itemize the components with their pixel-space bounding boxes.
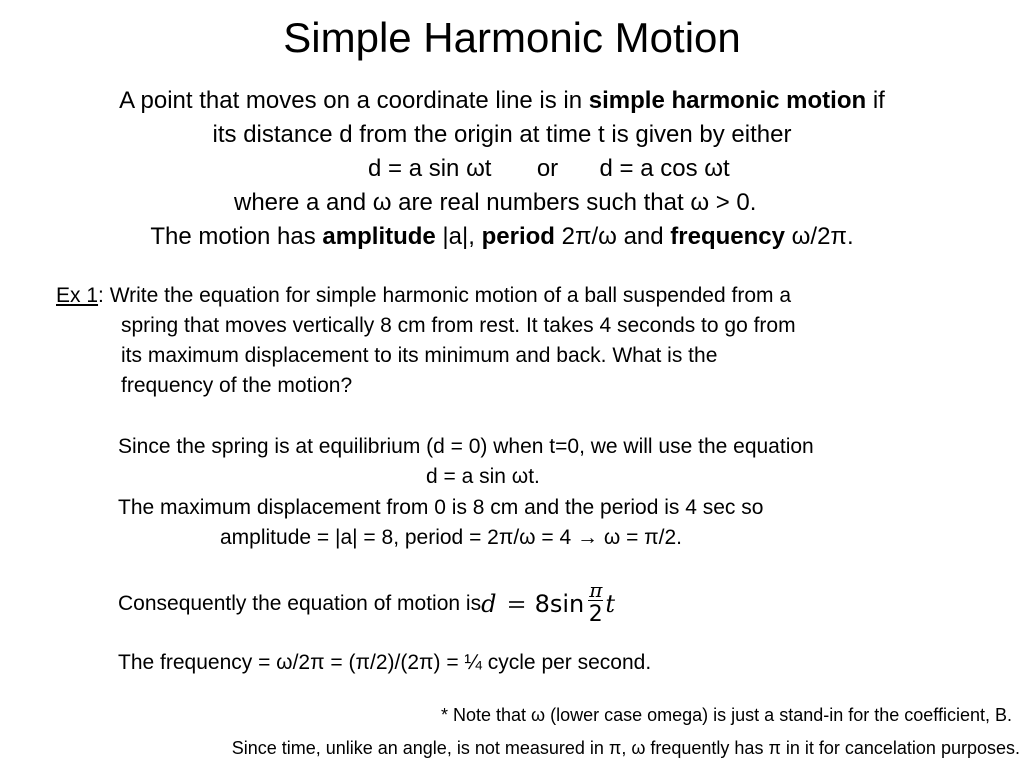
eq-t: t xyxy=(605,590,616,618)
definition-line-1 xyxy=(0,84,1004,118)
eq-numerator: π xyxy=(589,577,603,602)
note-1: * Note that ω (lower case omega) is just a stand-in for the coefficient, B. xyxy=(441,705,1012,725)
term-frequency: frequency xyxy=(670,223,785,250)
solution-text: Consequently the equation of motion is xyxy=(118,592,482,615)
page-title: Simple Harmonic Motion xyxy=(283,14,741,61)
term-simple-harmonic-motion: simple harmonic motion xyxy=(588,87,867,114)
term-period: period xyxy=(481,223,555,250)
term-amplitude: amplitude xyxy=(322,223,436,250)
frequency-value: ω/2π. xyxy=(785,223,854,250)
equation-cos: d = a cos ωt xyxy=(599,155,730,182)
equation-of-motion xyxy=(481,577,616,629)
definition-text: The motion has xyxy=(150,223,323,250)
period-value: 2π/ω and xyxy=(554,223,671,250)
solution-line-6: The frequency = ω/2π = (π/2)/(2π) = ¼ cycle per second. xyxy=(118,651,652,674)
eq-equals: = xyxy=(506,590,527,618)
example-line-4: frequency of the motion? xyxy=(121,374,353,397)
example-text: : Write the equation for simple harmonic motion of a ball suspended from a xyxy=(98,284,792,307)
eq-fraction xyxy=(588,577,603,629)
solution-line-1: Since the spring is at equilibrium (d = 0) when t=0, we will use the equation xyxy=(118,435,814,458)
solution-line-3: The maximum displacement from 0 is 8 cm and the period is 4 sec so xyxy=(118,496,764,519)
eq-d: d xyxy=(481,590,497,618)
example-line-2: spring that moves vertically 8 cm from rest. It takes 4 seconds to go from xyxy=(121,314,796,337)
eq-8sin: 8sin xyxy=(534,590,585,618)
eq-denominator: 2 xyxy=(588,601,603,627)
example-line-1 xyxy=(56,281,791,311)
equation-or: or xyxy=(536,155,559,182)
equation-sin: d = a sin ωt xyxy=(368,155,492,182)
solution-line-2: d = a sin ωt. xyxy=(426,465,540,488)
definition-text: if xyxy=(866,87,885,114)
definition-text: A point that moves on a coordinate line is in xyxy=(119,87,589,114)
example-label: Ex 1 xyxy=(56,284,99,307)
solution-line-5 xyxy=(118,572,615,636)
note-2: Since time, unlike an angle, is not measured in π, ω frequently has π in it for cancelation purposes. xyxy=(231,738,1020,758)
definition-line-4: where a and ω are real numbers such that ω > 0. xyxy=(234,189,757,216)
definition-equations xyxy=(368,152,730,186)
definition-line-2: its distance d from the origin at time t is given by either xyxy=(212,121,792,148)
example-line-3: its maximum displacement to its minimum and back. What is the xyxy=(121,344,718,367)
amplitude-value: |a|, xyxy=(435,223,482,250)
solution-line-4: amplitude = |a| = 8, period = 2π/ω = 4 → ω = π/2. xyxy=(220,526,683,549)
definition-line-5 xyxy=(0,220,1004,254)
